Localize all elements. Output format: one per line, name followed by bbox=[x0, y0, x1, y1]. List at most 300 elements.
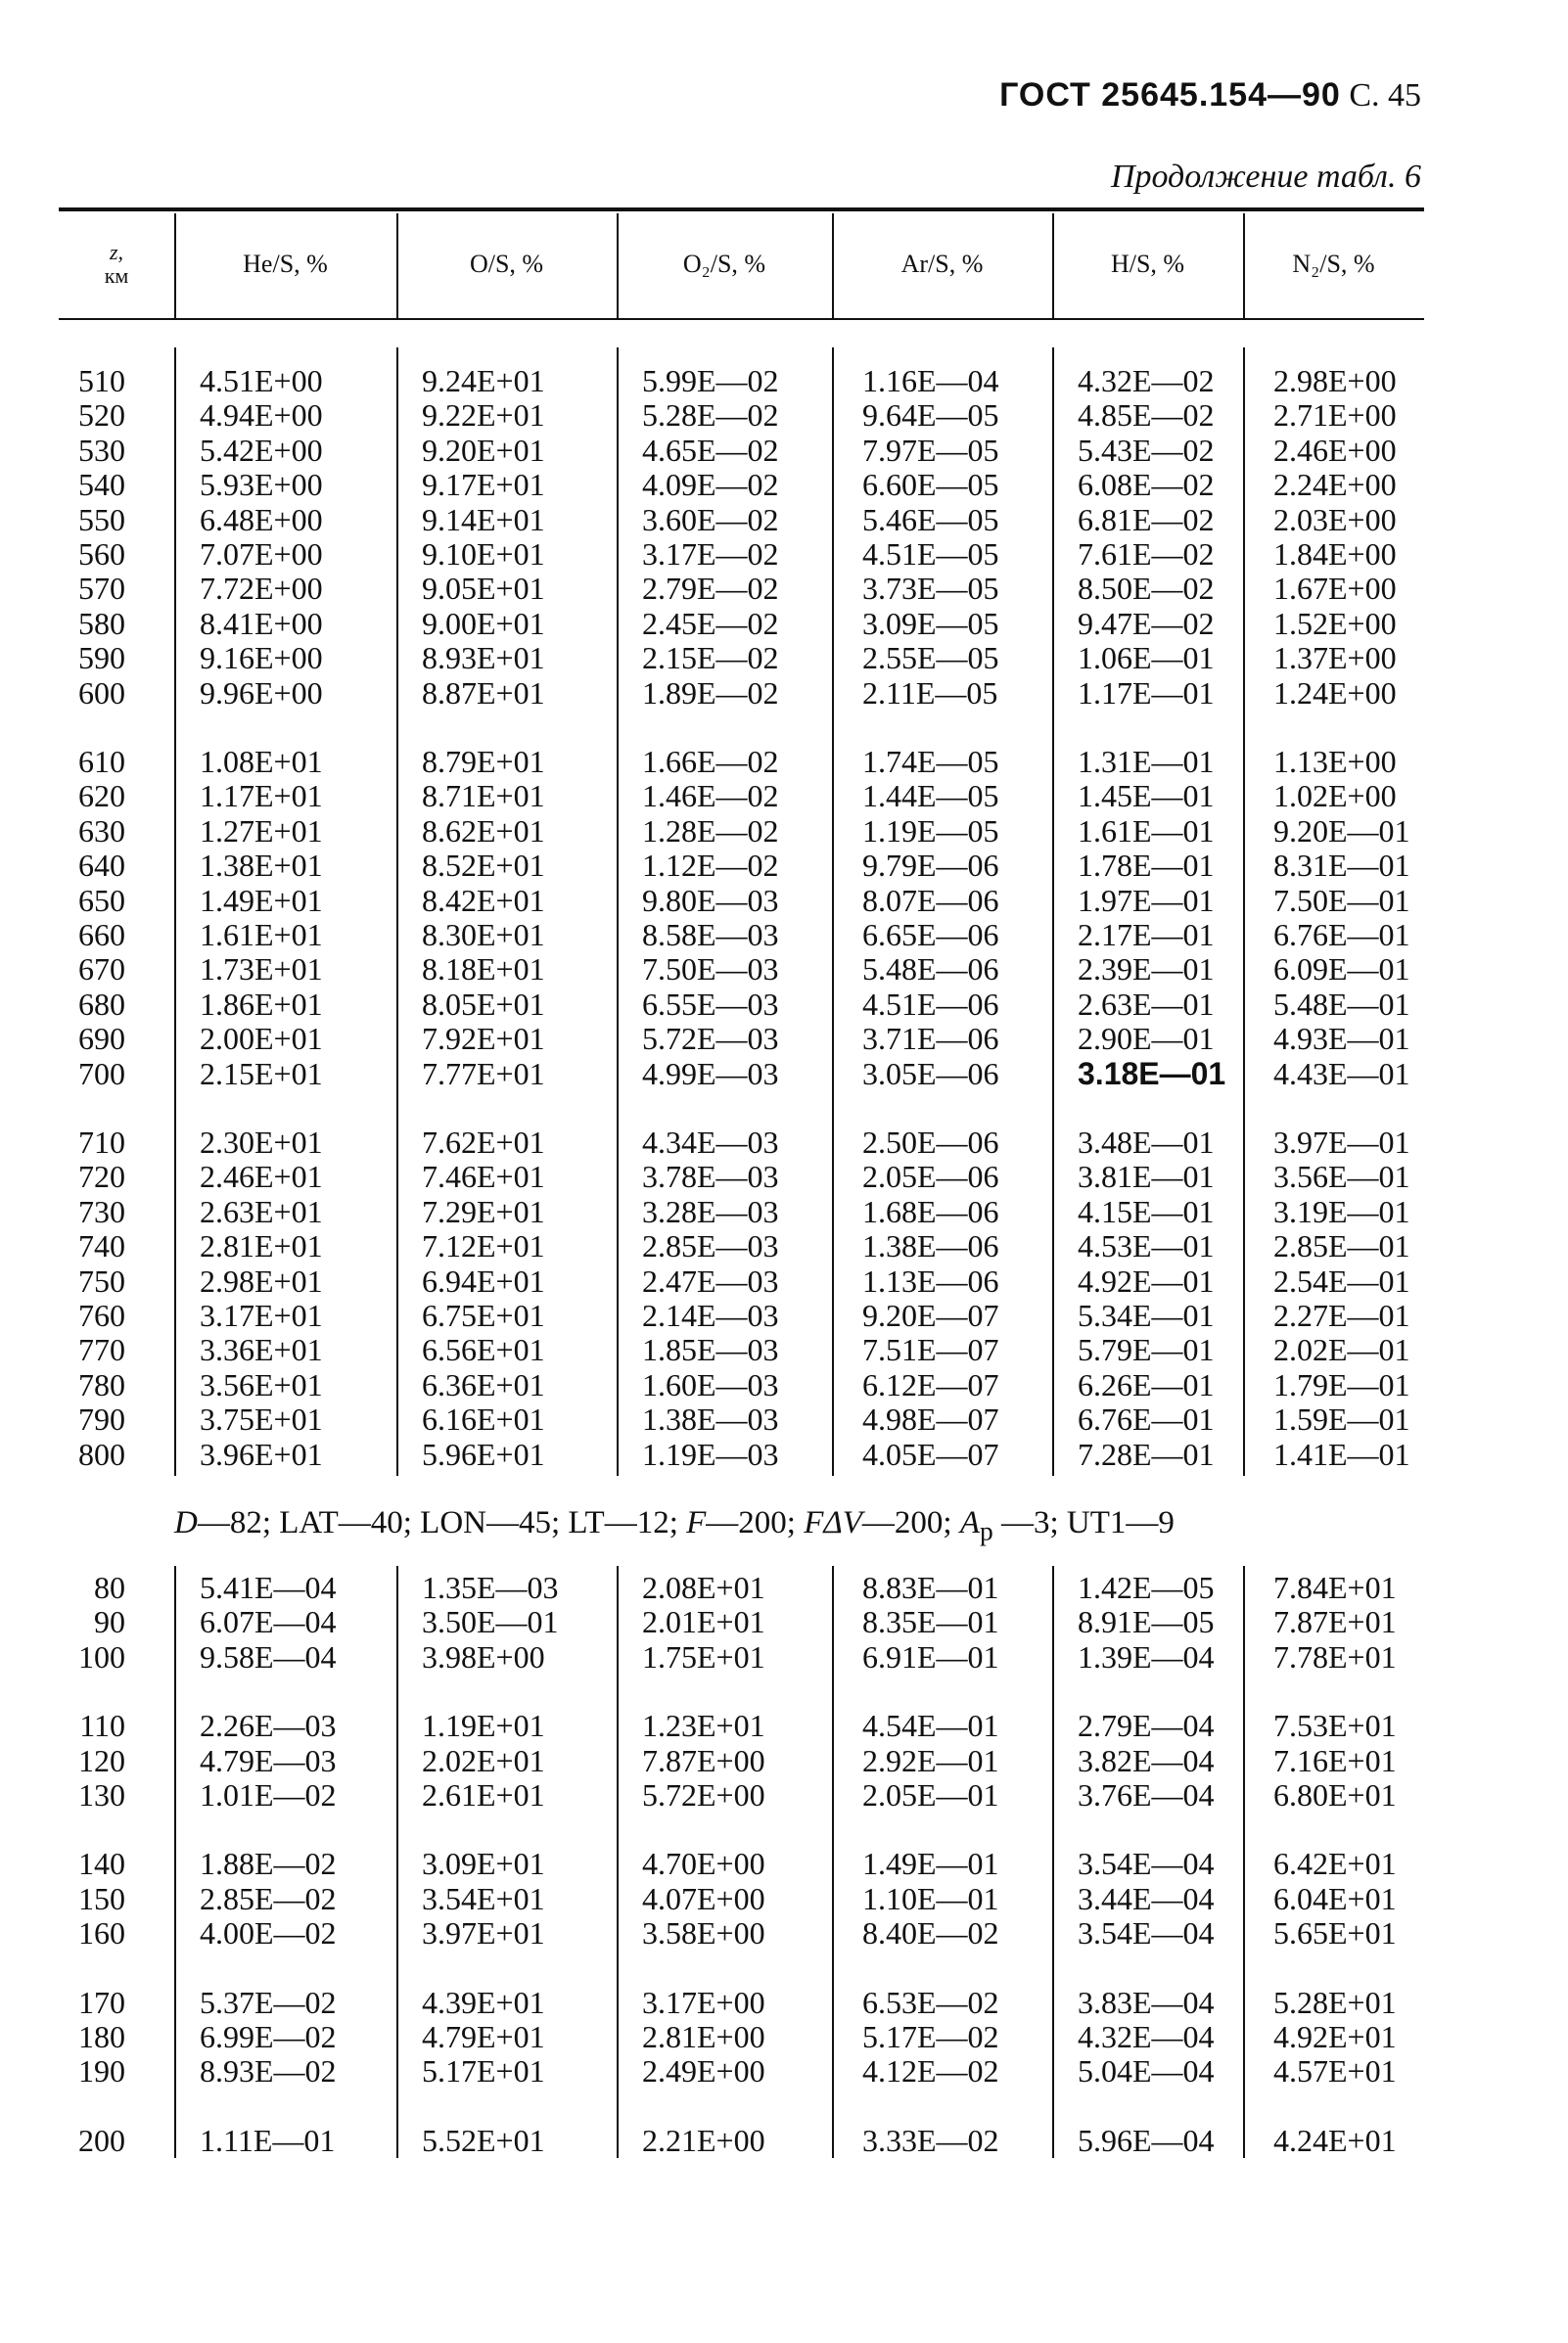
table-cell: 8.79E+01 bbox=[422, 744, 545, 779]
table-cell: 2.30E+01 bbox=[200, 1125, 323, 1160]
column-header: O/S, % bbox=[469, 250, 544, 278]
table-cell: 4.94E+00 bbox=[200, 397, 323, 434]
altitude-cell: 590 bbox=[78, 640, 125, 676]
table-cell: 4.32E—04 bbox=[1078, 2019, 1215, 2054]
table-cell: 4.54E—01 bbox=[862, 1708, 999, 1744]
table-cell: 4.70E+00 bbox=[642, 1846, 765, 1882]
table-cell: 3.05E—06 bbox=[862, 1055, 999, 1091]
table-cell: 9.20E—01 bbox=[1273, 812, 1410, 849]
column-divider bbox=[396, 347, 398, 1476]
table-cell: 4.92E+01 bbox=[1273, 2019, 1397, 2054]
table-cell: 1.01E—02 bbox=[200, 1777, 337, 1813]
table-cell: 4.32E—02 bbox=[1078, 363, 1215, 398]
table-cell: 1.79E—01 bbox=[1273, 1366, 1410, 1402]
table-cell: 1.49E+01 bbox=[200, 882, 323, 918]
altitude-cell: 780 bbox=[78, 1366, 125, 1402]
table-cell: 1.61E+01 bbox=[200, 917, 323, 952]
table-cell: 1.42E—05 bbox=[1078, 1570, 1215, 1605]
table-cell: 4.65E—02 bbox=[642, 432, 779, 468]
table-cell: 4.24E+01 bbox=[1273, 2122, 1397, 2158]
table-cell: 3.96E+01 bbox=[200, 1436, 323, 1472]
table-cell: 9.64E—05 bbox=[862, 397, 999, 434]
table-cell: 3.48E—01 bbox=[1078, 1125, 1215, 1160]
table-cell: 8.18E+01 bbox=[422, 951, 545, 988]
table-header-rule bbox=[59, 318, 1424, 320]
table-cell: 7.87E+01 bbox=[1273, 1604, 1397, 1640]
column-divider bbox=[1243, 213, 1245, 318]
altitude-cell: 790 bbox=[78, 1401, 125, 1438]
table-cell: 9.16E+00 bbox=[200, 640, 323, 676]
table-cell: 1.17E—01 bbox=[1078, 674, 1215, 711]
table-cell: 4.85E—02 bbox=[1078, 397, 1215, 434]
table-cell: 2.02E—01 bbox=[1273, 1332, 1410, 1368]
table-cell: 8.35E—01 bbox=[862, 1604, 999, 1640]
table-cell: 2.85E—03 bbox=[642, 1228, 779, 1264]
table-cell: 8.07E—06 bbox=[862, 882, 999, 918]
table-cell: 7.51E—07 bbox=[862, 1332, 999, 1368]
table-cell: 4.00E—02 bbox=[200, 1915, 337, 1952]
altitude-cell: 170 bbox=[78, 1984, 125, 2020]
conditions-line: D—82; LAT—40; LON—45; LT—12; F—200; FΔV—200; $A_p$ —3; UT1—9 bbox=[174, 1505, 1175, 1546]
table-cell: 5.96E—04 bbox=[1078, 2122, 1215, 2158]
table-cell: 7.16E+01 bbox=[1273, 1742, 1397, 1778]
table-cell: 1.59E—01 bbox=[1273, 1401, 1410, 1438]
table-cell: 1.19E+01 bbox=[422, 1708, 545, 1744]
altitude-cell: 190 bbox=[78, 2053, 125, 2090]
table-cell: 3.54E+01 bbox=[422, 1880, 545, 1916]
table-cell: 7.62E+01 bbox=[422, 1125, 545, 1160]
table-cell: 1.10E—01 bbox=[862, 1880, 999, 1916]
altitude-cell: 560 bbox=[78, 536, 125, 572]
altitude-cell: 570 bbox=[78, 571, 125, 607]
altitude-cell: 540 bbox=[78, 467, 125, 503]
altitude-cell: 160 bbox=[78, 1915, 125, 1952]
table-continuation-label: Продолжение табл. 6 bbox=[1110, 159, 1421, 195]
table-cell: 1.24E+00 bbox=[1273, 674, 1397, 711]
table-cell: 5.46E—05 bbox=[862, 501, 999, 537]
table-cell: 3.54E—04 bbox=[1078, 1915, 1215, 1952]
table-cell: 2.90E—01 bbox=[1078, 1021, 1215, 1057]
table-cell: 2.46E+01 bbox=[200, 1159, 323, 1195]
altitude-cell: 90 bbox=[94, 1604, 125, 1640]
column-divider bbox=[832, 1566, 834, 2158]
table-cell: 3.60E—02 bbox=[642, 501, 779, 537]
table-cell: 4.09E—02 bbox=[642, 467, 779, 503]
table-cell: 4.43E—01 bbox=[1273, 1055, 1410, 1091]
table-cell: 1.52E+00 bbox=[1273, 605, 1397, 641]
table-cell: 3.98E+00 bbox=[422, 1638, 545, 1675]
column-divider bbox=[1243, 1566, 1245, 2158]
table-cell: 6.76E—01 bbox=[1078, 1401, 1215, 1438]
table-cell: 9.24E+01 bbox=[422, 363, 545, 398]
table-cell: 2.11E—05 bbox=[862, 674, 998, 711]
table-cell: 7.53E+01 bbox=[1273, 1708, 1397, 1744]
altitude-cell: 200 bbox=[78, 2122, 125, 2158]
altitude-cell: 690 bbox=[78, 1021, 125, 1057]
table-cell: 6.76E—01 bbox=[1273, 917, 1410, 952]
table-cell: 4.57E+01 bbox=[1273, 2053, 1397, 2090]
altitude-cell: 620 bbox=[78, 778, 125, 814]
altitude-cell: 720 bbox=[78, 1159, 125, 1195]
table-cell: 2.50E—06 bbox=[862, 1125, 999, 1160]
table-cell: 7.28E—01 bbox=[1078, 1436, 1215, 1472]
table-cell: 9.20E+01 bbox=[422, 432, 545, 468]
column-header: O₂/S, % bbox=[682, 250, 766, 278]
table-cell: 6.36E+01 bbox=[422, 1366, 545, 1402]
table-cell: 4.51E—05 bbox=[862, 536, 999, 572]
table-cell: 1.74E—05 bbox=[862, 744, 999, 779]
altitude-cell: 510 bbox=[78, 363, 125, 398]
table-cell: 5.37E—02 bbox=[200, 1984, 337, 2020]
column-divider bbox=[1052, 1566, 1054, 2158]
page-header bbox=[999, 76, 1421, 115]
table-cell: 3.17E+01 bbox=[200, 1298, 323, 1333]
table-cell: 5.72E—03 bbox=[642, 1021, 779, 1057]
table-cell: 8.05E+01 bbox=[422, 986, 545, 1022]
table-cell: 2.98E+01 bbox=[200, 1263, 323, 1299]
table-cell: 8.62E+01 bbox=[422, 812, 545, 849]
column-divider bbox=[1243, 347, 1245, 1476]
column-divider bbox=[396, 1566, 398, 2158]
table-cell: 1.31E—01 bbox=[1078, 744, 1215, 779]
table-cell: 1.88E—02 bbox=[200, 1846, 337, 1882]
table-cell: 1.38E+01 bbox=[200, 848, 323, 884]
table-cell: 3.09E+01 bbox=[422, 1846, 545, 1882]
table-cell: 1.60E—03 bbox=[642, 1366, 779, 1402]
table-cell: 1.27E+01 bbox=[200, 812, 323, 849]
table-cell: 1.78E—01 bbox=[1078, 848, 1215, 884]
column-header: He/S, % bbox=[243, 250, 328, 278]
table-cell: 6.91E—01 bbox=[862, 1638, 999, 1675]
table-cell: 3.50E—01 bbox=[422, 1604, 559, 1640]
column-divider bbox=[617, 213, 619, 318]
table-cell: 8.31E—01 bbox=[1273, 848, 1410, 884]
table-cell: 6.16E+01 bbox=[422, 1401, 545, 1438]
table-cell: 9.17E+01 bbox=[422, 467, 545, 503]
table-cell: 4.99E—03 bbox=[642, 1055, 779, 1091]
table-cell: 6.26E—01 bbox=[1078, 1366, 1215, 1402]
table-cell: 1.73E+01 bbox=[200, 951, 323, 988]
table-cell: 6.81E—02 bbox=[1078, 501, 1215, 537]
table-cell: 2.85E—01 bbox=[1273, 1228, 1410, 1264]
altitude-cell: 580 bbox=[78, 605, 125, 641]
table-cell: 4.07E+00 bbox=[642, 1880, 765, 1916]
table-cell: 2.98E+00 bbox=[1273, 363, 1397, 398]
table-cell: 1.66E—02 bbox=[642, 744, 779, 779]
table-cell: 1.45E—01 bbox=[1078, 778, 1215, 814]
table-cell: 7.87E+00 bbox=[642, 1742, 765, 1778]
altitude-cell: 710 bbox=[78, 1125, 125, 1160]
altitude-cell: 80 bbox=[94, 1570, 125, 1605]
table-cell: 8.93E+01 bbox=[422, 640, 545, 676]
table-cell: 4.79E+01 bbox=[422, 2019, 545, 2054]
table-cell: 8.40E—02 bbox=[862, 1915, 999, 1952]
table-cell: 6.08E—02 bbox=[1078, 467, 1215, 503]
document-number: ГОСТ 25645.154—90 bbox=[999, 76, 1341, 114]
column-divider bbox=[174, 347, 176, 1476]
table-cell: 7.07E+00 bbox=[200, 536, 323, 572]
table-cell: 5.28E—02 bbox=[642, 397, 779, 434]
table-cell: 6.55E—03 bbox=[642, 986, 779, 1022]
table-cell: 1.08E+01 bbox=[200, 744, 323, 779]
table-cell: 1.38E—06 bbox=[862, 1228, 999, 1264]
table-cell: 8.87E+01 bbox=[422, 674, 545, 711]
altitude-cell: 770 bbox=[78, 1332, 125, 1368]
table-cell: 7.50E—01 bbox=[1273, 882, 1410, 918]
table-cell: 4.93E—01 bbox=[1273, 1021, 1410, 1057]
table-cell: 2.55E—05 bbox=[862, 640, 999, 676]
table-cell: 1.75E+01 bbox=[642, 1638, 765, 1675]
table-cell: 6.42E+01 bbox=[1273, 1846, 1397, 1882]
table-cell: 3.76E—04 bbox=[1078, 1777, 1215, 1813]
altitude-cell: 680 bbox=[78, 986, 125, 1022]
table-cell: 1.41E—01 bbox=[1273, 1436, 1410, 1472]
table-cell: 3.54E—04 bbox=[1078, 1846, 1215, 1882]
table-cell: 1.19E—05 bbox=[862, 812, 999, 849]
table-cell: 2.03E+00 bbox=[1273, 501, 1397, 537]
altitude-cell: 120 bbox=[78, 1742, 125, 1778]
table-cell: 1.11E—01 bbox=[200, 2122, 336, 2158]
table-cell: 2.17E—01 bbox=[1078, 917, 1215, 952]
table-cell: 8.52E+01 bbox=[422, 848, 545, 884]
column-header: H/S, % bbox=[1110, 250, 1185, 278]
column-divider bbox=[617, 1566, 619, 2158]
table-cell: 3.17E+00 bbox=[642, 1984, 765, 2020]
table-cell: 7.50E—03 bbox=[642, 951, 779, 988]
table-cell: 7.29E+01 bbox=[422, 1193, 545, 1229]
table-cell: 1.12E—02 bbox=[642, 848, 779, 884]
column-header: N₂/S, % bbox=[1292, 250, 1375, 278]
table-cell: 9.22E+01 bbox=[422, 397, 545, 434]
table-cell: 2.26E—03 bbox=[200, 1708, 337, 1744]
table-cell: 5.52E+01 bbox=[422, 2122, 545, 2158]
altitude-cell: 100 bbox=[78, 1638, 125, 1675]
table-cell: 5.17E+01 bbox=[422, 2053, 545, 2090]
table-cell: 5.28E+01 bbox=[1273, 1984, 1397, 2020]
table-cell: 4.51E+00 bbox=[200, 363, 323, 398]
altitude-cell: 760 bbox=[78, 1298, 125, 1333]
table-cell: 2.45E—02 bbox=[642, 605, 779, 641]
table-cell: 1.13E—06 bbox=[862, 1263, 999, 1299]
table-cell: 2.47E—03 bbox=[642, 1263, 779, 1299]
column-header: Ar/S, % bbox=[900, 250, 984, 278]
table-cell: 9.80E—03 bbox=[642, 882, 779, 918]
altitude-cell: 750 bbox=[78, 1263, 125, 1299]
table-cell: 2.27E—01 bbox=[1273, 1298, 1410, 1333]
table-cell: 3.97E+01 bbox=[422, 1915, 545, 1952]
table-cell: 9.20E—07 bbox=[862, 1298, 999, 1333]
table-cell: 2.08E+01 bbox=[642, 1570, 765, 1605]
table-cell: 9.00E+01 bbox=[422, 605, 545, 641]
table-cell: 3.19E—01 bbox=[1273, 1193, 1410, 1229]
table-cell: 6.07E—04 bbox=[200, 1604, 337, 1640]
table-cell: 3.83E—04 bbox=[1078, 1984, 1215, 2020]
table-cell: 7.12E+01 bbox=[422, 1228, 545, 1264]
table-cell: 3.18E—01 bbox=[1078, 1055, 1226, 1091]
table-cell: 3.17E—02 bbox=[642, 536, 779, 572]
table-cell: 3.28E—03 bbox=[642, 1193, 779, 1229]
table-cell: 6.53E—02 bbox=[862, 1984, 999, 2020]
table-cell: 5.42E+00 bbox=[200, 432, 323, 468]
table-cell: 2.85E—02 bbox=[200, 1880, 337, 1916]
table-cell: 4.51E—06 bbox=[862, 986, 999, 1022]
table-cell: 9.14E+01 bbox=[422, 501, 545, 537]
table-cell: 1.39E—04 bbox=[1078, 1638, 1215, 1675]
table-cell: 2.79E—02 bbox=[642, 571, 779, 607]
table-cell: 1.86E+01 bbox=[200, 986, 323, 1022]
table-cell: 5.41E—04 bbox=[200, 1570, 337, 1605]
table-cell: 2.81E+00 bbox=[642, 2019, 765, 2054]
table-cell: 5.48E—06 bbox=[862, 951, 999, 988]
table-cell: 2.63E+01 bbox=[200, 1193, 323, 1229]
table-cell: 2.14E—03 bbox=[642, 1298, 779, 1333]
table-cell: 5.48E—01 bbox=[1273, 986, 1410, 1022]
table-cell: 7.78E+01 bbox=[1273, 1638, 1397, 1675]
table-cell: 2.63E—01 bbox=[1078, 986, 1215, 1022]
table-cell: 8.41E+00 bbox=[200, 605, 323, 641]
table-cell: 2.92E—01 bbox=[862, 1742, 999, 1778]
table-cell: 1.37E+00 bbox=[1273, 640, 1397, 676]
table-cell: 6.56E+01 bbox=[422, 1332, 545, 1368]
altitude-cell: 800 bbox=[78, 1436, 125, 1472]
altitude-cell: 550 bbox=[78, 501, 125, 537]
table-cell: 5.04E—04 bbox=[1078, 2053, 1215, 2090]
table-cell: 2.61E+01 bbox=[422, 1777, 545, 1813]
table-cell: 1.35E—03 bbox=[422, 1570, 559, 1605]
table-cell: 3.36E+01 bbox=[200, 1332, 323, 1368]
table-cell: 8.91E—05 bbox=[1078, 1604, 1215, 1640]
table-cell: 4.92E—01 bbox=[1078, 1263, 1215, 1299]
table-cell: 4.39E+01 bbox=[422, 1984, 545, 2020]
table-cell: 8.83E—01 bbox=[862, 1570, 999, 1605]
altitude-cell: 650 bbox=[78, 882, 125, 918]
table-cell: 1.17E+01 bbox=[200, 778, 323, 814]
table-cell: 7.61E—02 bbox=[1078, 536, 1215, 572]
table-cell: 5.93E+00 bbox=[200, 467, 323, 503]
table-cell: 5.43E—02 bbox=[1078, 432, 1215, 468]
page-number: С. 45 bbox=[1349, 77, 1421, 114]
altitude-cell: 640 bbox=[78, 848, 125, 884]
table-cell: 9.79E—06 bbox=[862, 848, 999, 884]
table-cell: 3.56E+01 bbox=[200, 1366, 323, 1402]
table-cell: 5.34E—01 bbox=[1078, 1298, 1215, 1333]
column-header-z: z, км bbox=[104, 240, 129, 288]
table-cell: 1.44E—05 bbox=[862, 778, 999, 814]
table-cell: 6.65E—06 bbox=[862, 917, 999, 952]
table-cell: 2.02E+01 bbox=[422, 1742, 545, 1778]
table-cell: 3.75E+01 bbox=[200, 1401, 323, 1438]
table-cell: 2.05E—01 bbox=[862, 1777, 999, 1813]
altitude-cell: 130 bbox=[78, 1777, 125, 1813]
table-cell: 6.48E+00 bbox=[200, 501, 323, 537]
table-cell: 3.33E—02 bbox=[862, 2122, 999, 2158]
altitude-cell: 630 bbox=[78, 812, 125, 849]
table-cell: 7.77E+01 bbox=[422, 1055, 545, 1091]
table-cell: 5.79E—01 bbox=[1078, 1332, 1215, 1368]
table-cell: 2.15E—02 bbox=[642, 640, 779, 676]
altitude-cell: 610 bbox=[78, 744, 125, 779]
table-cell: 9.58E—04 bbox=[200, 1638, 337, 1675]
table-cell: 4.34E—03 bbox=[642, 1125, 779, 1160]
table-cell: 9.05E+01 bbox=[422, 571, 545, 607]
table-cell: 4.15E—01 bbox=[1078, 1193, 1215, 1229]
table-cell: 1.46E—02 bbox=[642, 778, 779, 814]
column-divider bbox=[1052, 347, 1054, 1476]
table-cell: 8.50E—02 bbox=[1078, 571, 1215, 607]
table-cell: 8.71E+01 bbox=[422, 778, 545, 814]
altitude-cell: 530 bbox=[78, 432, 125, 468]
altitude-cell: 150 bbox=[78, 1880, 125, 1916]
table-cell: 8.42E+01 bbox=[422, 882, 545, 918]
table-cell: 6.75E+01 bbox=[422, 1298, 545, 1333]
table-cell: 8.30E+01 bbox=[422, 917, 545, 952]
table-cell: 1.13E+00 bbox=[1273, 744, 1397, 779]
table-cell: 9.47E—02 bbox=[1078, 605, 1215, 641]
table-cell: 3.71E—06 bbox=[862, 1021, 999, 1057]
table-cell: 2.79E—04 bbox=[1078, 1708, 1215, 1744]
table-cell: 5.65E+01 bbox=[1273, 1915, 1397, 1952]
table-cell: 5.72E+00 bbox=[642, 1777, 765, 1813]
altitude-cell: 110 bbox=[79, 1708, 125, 1744]
table-cell: 3.09E—05 bbox=[862, 605, 999, 641]
table-cell: 2.01E+01 bbox=[642, 1604, 765, 1640]
column-divider bbox=[832, 213, 834, 318]
column-divider bbox=[832, 347, 834, 1476]
table-cell: 4.79E—03 bbox=[200, 1742, 337, 1778]
column-divider bbox=[617, 347, 619, 1476]
table-cell: 3.44E—04 bbox=[1078, 1880, 1215, 1916]
table-cell: 2.81E+01 bbox=[200, 1228, 323, 1264]
table-cell: 6.80E+01 bbox=[1273, 1777, 1397, 1813]
table-cell: 1.19E—03 bbox=[642, 1436, 779, 1472]
altitude-cell: 180 bbox=[78, 2019, 125, 2054]
table-cell: 2.21E+00 bbox=[642, 2122, 765, 2158]
table-cell: 8.93E—02 bbox=[200, 2053, 337, 2090]
table-cell: 2.46E+00 bbox=[1273, 432, 1397, 468]
table-cell: 2.15E+01 bbox=[200, 1055, 323, 1091]
altitude-cell: 140 bbox=[78, 1846, 125, 1882]
table-cell: 4.53E—01 bbox=[1078, 1228, 1215, 1264]
table-cell: 7.46E+01 bbox=[422, 1159, 545, 1195]
table-cell: 6.12E—07 bbox=[862, 1366, 999, 1402]
table-cell: 4.98E—07 bbox=[862, 1401, 999, 1438]
altitude-cell: 730 bbox=[78, 1193, 125, 1229]
table-cell: 2.00E+01 bbox=[200, 1021, 323, 1057]
table-cell: 1.84E+00 bbox=[1273, 536, 1397, 572]
table-cell: 2.24E+00 bbox=[1273, 467, 1397, 503]
table-cell: 2.71E+00 bbox=[1273, 397, 1397, 434]
table-cell: 5.17E—02 bbox=[862, 2019, 999, 2054]
table-cell: 2.49E+00 bbox=[642, 2053, 765, 2090]
altitude-cell: 700 bbox=[78, 1055, 125, 1091]
table-cell: 2.05E—06 bbox=[862, 1159, 999, 1195]
altitude-cell: 660 bbox=[78, 917, 125, 952]
table-cell: 7.97E—05 bbox=[862, 432, 999, 468]
table-cell: 1.49E—01 bbox=[862, 1846, 999, 1882]
table-cell: 1.16E—04 bbox=[862, 363, 999, 398]
table-cell: 3.97E—01 bbox=[1273, 1125, 1410, 1160]
table-cell: 1.61E—01 bbox=[1078, 812, 1215, 849]
table-cell: 5.96E+01 bbox=[422, 1436, 545, 1472]
table-cell: 1.97E—01 bbox=[1078, 882, 1215, 918]
column-divider bbox=[396, 213, 398, 318]
table-cell: 3.73E—05 bbox=[862, 571, 999, 607]
table-cell: 4.05E—07 bbox=[862, 1436, 999, 1472]
table-cell: 6.94E+01 bbox=[422, 1263, 545, 1299]
table-cell: 3.82E—04 bbox=[1078, 1742, 1215, 1778]
table-cell: 9.10E+01 bbox=[422, 536, 545, 572]
table-cell: 6.09E—01 bbox=[1273, 951, 1410, 988]
